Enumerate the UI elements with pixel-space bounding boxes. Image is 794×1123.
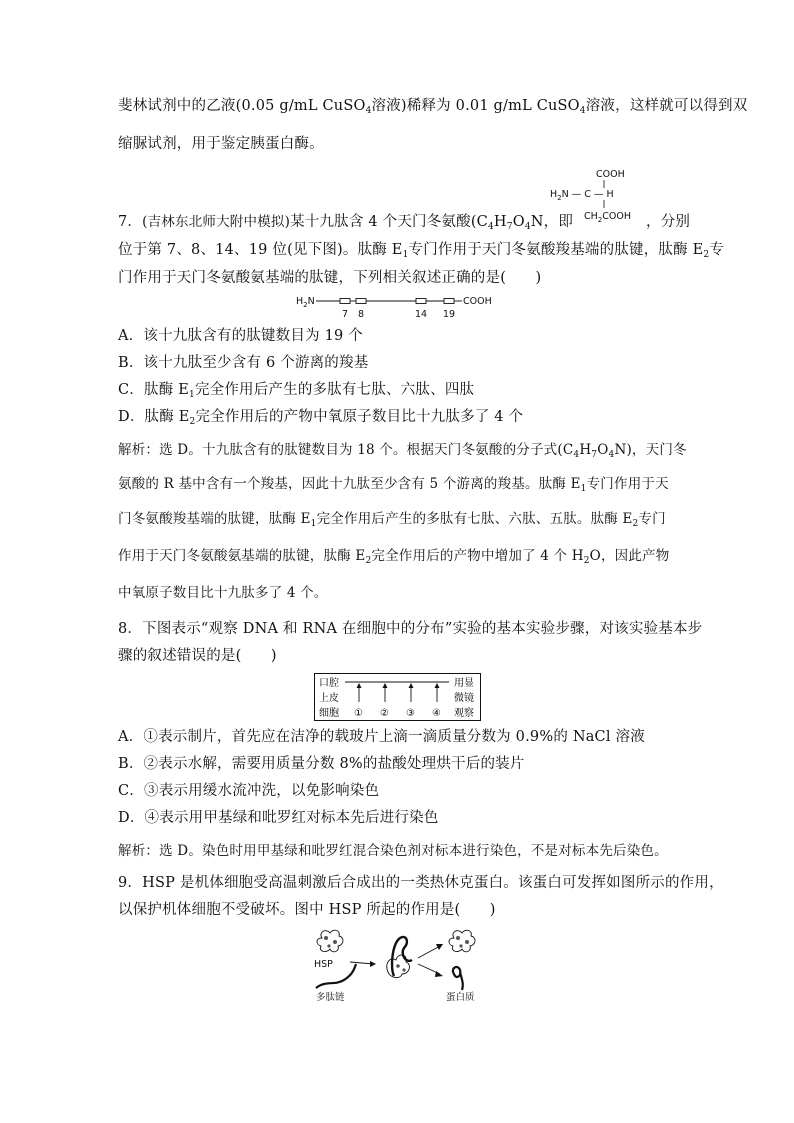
residue-7 [340, 299, 350, 304]
subscript: 2 [703, 250, 710, 260]
arrow-head [435, 971, 443, 977]
hsp-figure [304, 924, 494, 1006]
subscript: 4 [524, 222, 531, 232]
right-label-3: 观察 [454, 708, 474, 719]
text: N，即 [530, 214, 574, 230]
label-8: 8 [358, 309, 365, 320]
subscript: 1 [580, 484, 587, 494]
chain-n-terminus: $H_2N$ [296, 296, 315, 309]
text: O，因此产物 [589, 548, 670, 564]
text: 位于第 7、8、14、19 位(见下图)。肽酶 E [118, 242, 403, 258]
arrow-head [357, 683, 362, 688]
polypeptide-label: 多肽链 [316, 992, 345, 1003]
q7-analysis-line-5: 中氧原子数目比十九肽多了 4 个。 [118, 585, 328, 601]
arrow-head [383, 683, 388, 688]
label-7: 7 [342, 309, 349, 320]
question-source: (吉林东北师大附中模拟) [142, 214, 291, 230]
text: 完全作用后产生的多肽有七肽、六肽、五肽。肽酶 E [316, 511, 633, 527]
residue-14 [416, 299, 426, 304]
step-1: ① [354, 708, 363, 719]
question-number: 7． [118, 214, 143, 230]
arrow-to-hsp [418, 946, 440, 958]
right-label-1: 用显 [454, 678, 474, 689]
text: 完全作用后产生的多肽有七肽、六肽、四肽 [194, 382, 475, 398]
arrow-head [436, 944, 443, 950]
text: 专门作用于天门冬氨酸羧基端的肽键，肽酶 E [408, 242, 704, 258]
text: H [579, 442, 592, 458]
text: N)，天门冬 [614, 442, 687, 458]
text: 专门作用于天 [586, 476, 669, 492]
q7-analysis-line-2 [118, 474, 669, 499]
label-14: 14 [415, 309, 428, 320]
experiment-steps-box [314, 673, 481, 721]
hsp-chain-complex [387, 937, 412, 978]
subscript: 4 [608, 450, 615, 460]
subscript: 7 [591, 450, 598, 460]
q7-option-a: A．该十九肽含有的肽键数目为 19 个 [118, 328, 363, 344]
text: 某十九肽含 4 个天门冬氨酸(C [290, 214, 488, 230]
text: H [493, 214, 507, 230]
steps-figure [315, 674, 480, 720]
subscript: 4 [573, 450, 580, 460]
right-label-2: 微镜 [454, 693, 474, 704]
text: 氨酸的 R 基中含有一个羧基，因此十九肽至少含有 5 个游离的羧基。肽酶 E [118, 476, 581, 492]
intro-line-2: 缩脲试剂，用于鉴定胰蛋白酶。 [118, 136, 324, 152]
q9-line-2: 以保护机体细胞不受破坏。图中 HSP 所起的作用是( ) [118, 902, 496, 918]
text: 专门 [638, 511, 666, 527]
subscript: 2 [583, 556, 590, 566]
subscript: 2 [632, 519, 639, 529]
text: O [512, 214, 525, 230]
arrow-head [435, 683, 440, 688]
text: 溶液，这样就可以得到双 [585, 98, 748, 114]
q7-analysis-line-1 [118, 440, 687, 465]
text: D．肽酶 E [118, 409, 190, 425]
struct-cooh-top: COOH [596, 169, 625, 180]
subscript: 2 [365, 556, 372, 566]
peptide-chain-diagram [294, 292, 504, 320]
subscript: 2 [189, 417, 196, 427]
q7-analysis-line-3 [118, 509, 666, 534]
step-3: ③ [406, 708, 415, 719]
hsp-label: HSP [314, 959, 333, 970]
subscript: 4 [365, 106, 372, 116]
left-label-3: 细胞 [319, 708, 339, 719]
q7-line-2 [118, 240, 724, 265]
q8-option-c: C．③表示用缓水流冲洗，以免影响染色 [118, 783, 380, 799]
text: 门冬氨酸羧基端的肽键，肽酶 E [118, 511, 311, 527]
arrow-head [370, 961, 376, 967]
text: C．肽酶 E [118, 382, 189, 398]
q7-option-b: B．该十九肽至少含有 6 个游离的羧基 [118, 355, 369, 371]
q8-line-1: 8．下图表示“观察 DNA 和 RNA 在细胞中的分布”实验的基本实验步骤，对该实验基本步 [118, 621, 703, 637]
q7-option-d [118, 407, 523, 432]
subscript: 4 [579, 106, 586, 116]
q7-line-1-tail: ，分别 [646, 214, 691, 230]
subscript: 4 [487, 222, 494, 232]
q8-option-d: D．④表示用甲基绿和吡罗红对标本先后进行染色 [118, 810, 439, 826]
hsp-protein-blob [317, 930, 343, 952]
released-hsp-blob [449, 930, 475, 952]
residue-19 [444, 299, 454, 304]
q7-option-c [118, 380, 474, 405]
left-label-2: 上皮 [319, 693, 339, 704]
subscript: 7 [506, 222, 513, 232]
q9-line-1: 9．HSP 是机体细胞受高温刺激后合成出的一类热休克蛋白。该蛋白可发挥如图所示的作用， [118, 875, 724, 891]
struct-h2n: $H_2N$ — C — H [550, 189, 614, 202]
label-19: 19 [443, 309, 456, 320]
text: 专 [709, 242, 725, 258]
folded-protein [453, 967, 463, 990]
residue-8 [356, 299, 366, 304]
text: 解析：选 D。十九肽含有的肽键数目为 18 个。根据天门冬氨酸的分子式(C [118, 442, 574, 458]
q8-analysis: 解析：选 D。染色时用甲基绿和吡罗红混合染色剂对标本进行染色，不是对标本先后染色。 [118, 843, 668, 859]
intro-line-1 [118, 96, 747, 121]
q7-analysis-line-4 [118, 546, 669, 571]
chain-c-terminus: COOH [463, 296, 492, 307]
text: 斐林试剂中的乙液(0.05 g/mL CuSO [118, 98, 366, 114]
step-4: ④ [432, 708, 441, 719]
text: 作用于天门冬氨酸氨基端的肽键，肽酶 E [118, 548, 366, 564]
protein-label: 蛋白质 [446, 992, 475, 1003]
q7-line-3: 门作用于天门冬氨酸氨基端的肽键，下列相关叙述正确的是( ) [118, 270, 542, 286]
subscript: 1 [189, 390, 195, 400]
subscript: 1 [310, 519, 317, 529]
text: 溶液)稀释为 0.01 g/mL CuSO [371, 98, 580, 114]
step-2: ② [380, 708, 389, 719]
q8-option-a: A．①表示制片，首先应在洁净的载玻片上滴一滴质量分数为 0.9%的 NaCl 溶液 [118, 729, 645, 745]
q8-option-b: B．②表示水解，需要用质量分数 8%的盐酸处理烘干后的装片 [118, 756, 525, 772]
text: O [597, 442, 609, 458]
text: 完全作用后的产物中氧原子数目比十九肽多了 4 个 [195, 409, 524, 425]
left-label-1: 口腔 [319, 678, 339, 689]
subscript: 1 [402, 250, 409, 260]
text: 完全作用后的产物中增加了 4 个 H [371, 548, 584, 564]
arrow-head [409, 683, 414, 688]
struct-ch2cooh: $CH_2COOH$ [584, 211, 631, 224]
q7-line-1 [118, 212, 573, 237]
q8-line-2: 骤的叙述错误的是( ) [118, 648, 277, 664]
